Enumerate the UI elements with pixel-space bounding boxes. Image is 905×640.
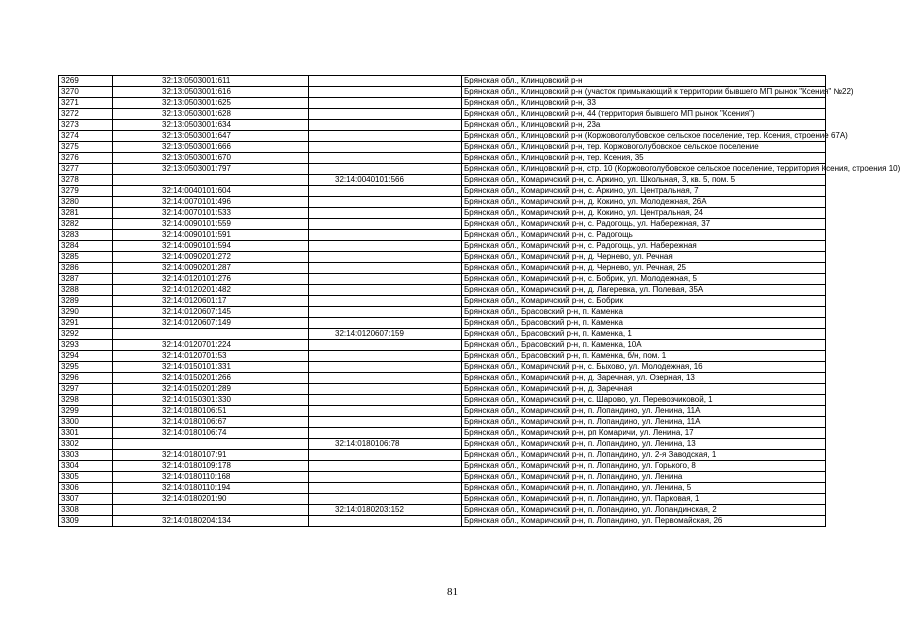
table-row	[59, 417, 826, 428]
address-cell: Брянская обл., Комаричский р-н, с. Радогощь, ул. Набережная	[462, 241, 826, 252]
land-plot-number-cell: 32:13:0503001:625	[113, 98, 309, 109]
row-number-cell: 3293	[59, 340, 113, 351]
building-number-cell	[309, 208, 462, 219]
building-number-cell	[309, 318, 462, 329]
address-cell: Брянская обл., Комаричский р-н, п. Лопандино, ул. Ленина, 13	[462, 439, 826, 450]
table-row	[59, 109, 826, 120]
row-number-cell: 3301	[59, 428, 113, 439]
building-number-cell	[309, 109, 462, 120]
row-number-cell: 3307	[59, 494, 113, 505]
address-cell: Брянская обл., Клинцовский р-н (участок примыкающий к территории бывшего МП рынок "Ксения" №22)	[462, 87, 826, 98]
land-plot-number-cell: 32:13:0503001:647	[113, 131, 309, 142]
building-number-cell	[309, 186, 462, 197]
land-plot-number-cell: 32:14:0120201:482	[113, 285, 309, 296]
table-row	[59, 219, 826, 230]
row-number-cell: 3277	[59, 164, 113, 175]
address-cell: Брянская обл., Комаричский р-н, п. Лопандино, ул. 2-я Заводская, 1	[462, 450, 826, 461]
building-number-cell: 32:14:0180203:152	[309, 505, 462, 516]
table-row	[59, 307, 826, 318]
table-row	[59, 395, 826, 406]
building-number-cell	[309, 516, 462, 527]
page-number: 81	[447, 586, 458, 598]
table-row	[59, 197, 826, 208]
address-cell: Брянская обл., Клинцовский р-н, 44 (территория бывшего МП рынок "Ксения")	[462, 109, 826, 120]
row-number-cell: 3273	[59, 120, 113, 131]
land-plot-number-cell: 32:14:0120607:145	[113, 307, 309, 318]
table-row	[59, 263, 826, 274]
land-plot-number-cell: 32:14:0070101:496	[113, 197, 309, 208]
building-number-cell	[309, 274, 462, 285]
address-cell: Брянская обл., Комаричский р-н, с. Радогощь, ул. Набережная, 37	[462, 219, 826, 230]
table-row	[59, 252, 826, 263]
building-number-cell: 32:14:0040101:566	[309, 175, 462, 186]
address-cell: Брянская обл., Комаричский р-н, с. Радогощь	[462, 230, 826, 241]
row-number-cell: 3279	[59, 186, 113, 197]
table-row	[59, 208, 826, 219]
table-row	[59, 483, 826, 494]
table-row	[59, 494, 826, 505]
address-cell: Брянская обл., Брасовский р-н, п. Каменка, 1	[462, 329, 826, 340]
building-number-cell	[309, 230, 462, 241]
land-plot-number-cell: 32:14:0180110:168	[113, 472, 309, 483]
address-cell: Брянская обл., Брасовский р-н, п. Каменка	[462, 307, 826, 318]
land-plot-number-cell: 32:14:0150101:331	[113, 362, 309, 373]
building-number-cell	[309, 87, 462, 98]
land-plot-number-cell: 32:13:0503001:634	[113, 120, 309, 131]
building-number-cell	[309, 131, 462, 142]
row-number-cell: 3280	[59, 197, 113, 208]
land-plot-number-cell: 32:14:0090101:559	[113, 219, 309, 230]
land-plot-number-cell: 32:13:0503001:666	[113, 142, 309, 153]
address-cell: Брянская обл., Комаричский р-н, п. Лопандино, ул. Ленина, 11А	[462, 406, 826, 417]
table-row	[59, 373, 826, 384]
building-number-cell	[309, 450, 462, 461]
address-cell: Брянская обл., Комаричский р-н, п. Лопандино, ул. Парковая, 1	[462, 494, 826, 505]
row-number-cell: 3309	[59, 516, 113, 527]
land-plot-number-cell: 32:14:0120607:149	[113, 318, 309, 329]
address-cell: Брянская обл., Комаричский р-н, п. Лопандино, ул. Ленина, 5	[462, 483, 826, 494]
address-cell: Брянская обл., Комаричский р-н, д. Черневo, ул. Речная	[462, 252, 826, 263]
address-cell: Брянская обл., Комаричский р-н, д. Кокино, ул. Молодежная, 26А	[462, 197, 826, 208]
row-number-cell: 3275	[59, 142, 113, 153]
row-number-cell: 3276	[59, 153, 113, 164]
table-row	[59, 516, 826, 527]
building-number-cell	[309, 120, 462, 131]
row-number-cell: 3296	[59, 373, 113, 384]
row-number-cell: 3283	[59, 230, 113, 241]
building-number-cell	[309, 153, 462, 164]
address-cell: Брянская обл., Комаричский р-н, с. Аркино, ул. Школьная, 3, кв. 5, пом. 5	[462, 175, 826, 186]
building-number-cell	[309, 164, 462, 175]
table-row	[59, 318, 826, 329]
address-cell: Брянская обл., Комаричский р-н, п. Лопандино, ул. Горького, 8	[462, 461, 826, 472]
land-plot-number-cell: 32:13:0503001:616	[113, 87, 309, 98]
building-number-cell	[309, 142, 462, 153]
land-plot-number-cell: 32:14:0070101:533	[113, 208, 309, 219]
table-row	[59, 450, 826, 461]
table-row	[59, 153, 826, 164]
row-number-cell: 3302	[59, 439, 113, 450]
land-plot-number-cell: 32:13:0503001:611	[113, 76, 309, 87]
row-number-cell: 3292	[59, 329, 113, 340]
building-number-cell	[309, 285, 462, 296]
row-number-cell: 3291	[59, 318, 113, 329]
row-number-cell: 3271	[59, 98, 113, 109]
address-cell: Брянская обл., Клинцовский р-н, тер. Коржовоголубовское сельское поселение	[462, 142, 826, 153]
address-cell: Брянская обл., Клинцовский р-н (Коржовоголубовское сельское поселение, тер. Ксения, строение 67А)	[462, 131, 826, 142]
address-cell: Брянская обл., Клинцовский р-н, 23а	[462, 120, 826, 131]
building-number-cell	[309, 483, 462, 494]
building-number-cell	[309, 296, 462, 307]
row-number-cell: 3303	[59, 450, 113, 461]
table-row	[59, 274, 826, 285]
land-plot-number-cell	[113, 329, 309, 340]
table-row	[59, 406, 826, 417]
row-number-cell: 3288	[59, 285, 113, 296]
row-number-cell: 3304	[59, 461, 113, 472]
land-plot-number-cell: 32:14:0150201:266	[113, 373, 309, 384]
land-plot-number-cell	[113, 439, 309, 450]
table-row	[59, 472, 826, 483]
land-plot-number-cell: 32:14:0120701:53	[113, 351, 309, 362]
table-row	[59, 362, 826, 373]
row-number-cell: 3294	[59, 351, 113, 362]
address-cell: Брянская обл., Клинцовский р-н, тер. Ксения, 35	[462, 153, 826, 164]
building-number-cell	[309, 197, 462, 208]
table-row	[59, 241, 826, 252]
building-number-cell	[309, 461, 462, 472]
building-number-cell	[309, 395, 462, 406]
table-row	[59, 76, 826, 87]
address-cell: Брянская обл., Комаричский р-н, д. Лагеревка, ул. Полевая, 35А	[462, 285, 826, 296]
row-number-cell: 3272	[59, 109, 113, 120]
land-plot-number-cell: 32:13:0503001:797	[113, 164, 309, 175]
address-cell: Брянская обл., Комаричский р-н, д. Черневo, ул. Речная, 25	[462, 263, 826, 274]
row-number-cell: 3281	[59, 208, 113, 219]
building-number-cell	[309, 98, 462, 109]
building-number-cell	[309, 384, 462, 395]
row-number-cell: 3306	[59, 483, 113, 494]
address-cell: Брянская обл., Комаричский р-н, с. Бобрик, ул. Молодежная, 5	[462, 274, 826, 285]
address-cell: Брянская обл., Комаричский р-н, с. Бобрик	[462, 296, 826, 307]
address-cell: Брянская обл., Брасовский р-н, п. Каменка, 10А	[462, 340, 826, 351]
land-plot-number-cell: 32:14:0150201:289	[113, 384, 309, 395]
address-cell: Брянская обл., Комаричский р-н, с. Шарово, ул. Перевозчиковой, 1	[462, 395, 826, 406]
land-plot-number-cell: 32:14:0180107:91	[113, 450, 309, 461]
address-cell: Брянская обл., Клинцовский р-н, 33	[462, 98, 826, 109]
table-row	[59, 98, 826, 109]
address-cell: Брянская обл., Комаричский р-н, п. Лопандино, ул. Первомайская, 26	[462, 516, 826, 527]
table-row	[59, 164, 826, 175]
table-body	[59, 76, 901, 527]
building-number-cell: 32:14:0120607:159	[309, 329, 462, 340]
row-number-cell: 3274	[59, 131, 113, 142]
table-row	[59, 186, 826, 197]
building-number-cell	[309, 351, 462, 362]
building-number-cell	[309, 307, 462, 318]
land-plot-number-cell: 32:14:0040101:604	[113, 186, 309, 197]
table-row	[59, 384, 826, 395]
address-cell: Брянская обл., Комаричский р-н, д. Кокино, ул. Центральная, 24	[462, 208, 826, 219]
address-cell: Брянская обл., Клинцовский р-н, стр. 10 (Коржовоголубовское сельское поселение, территория Ксения, строения 10)	[462, 164, 826, 175]
table-row	[59, 230, 826, 241]
land-plot-number-cell: 32:14:0120601:17	[113, 296, 309, 307]
table-row	[59, 131, 826, 142]
land-plot-number-cell: 32:14:0090101:594	[113, 241, 309, 252]
land-plot-number-cell: 32:14:0180109:178	[113, 461, 309, 472]
row-number-cell: 3298	[59, 395, 113, 406]
cadastral-table	[58, 75, 901, 527]
building-number-cell	[309, 340, 462, 351]
table-row	[59, 340, 826, 351]
row-number-cell: 3300	[59, 417, 113, 428]
address-cell: Брянская обл., Брасовский р-н, п. Каменка	[462, 318, 826, 329]
row-number-cell: 3299	[59, 406, 113, 417]
address-cell: Брянская обл., Клинцовский р-н	[462, 76, 826, 87]
land-plot-number-cell	[113, 505, 309, 516]
row-number-cell: 3278	[59, 175, 113, 186]
address-cell: Брянская обл., Комаричский р-н, п. Лопандино, ул. Лопандинская, 2	[462, 505, 826, 516]
building-number-cell: 32:14:0180106:78	[309, 439, 462, 450]
table-row	[59, 461, 826, 472]
land-plot-number-cell: 32:14:0180106:74	[113, 428, 309, 439]
land-plot-number-cell: 32:13:0503001:628	[113, 109, 309, 120]
building-number-cell	[309, 241, 462, 252]
address-cell: Брянская обл., Комаричский р-н, п. Лопандино, ул. Ленина	[462, 472, 826, 483]
table-row	[59, 428, 826, 439]
table-row	[59, 351, 826, 362]
land-plot-number-cell: 32:14:0180106:67	[113, 417, 309, 428]
land-plot-number-cell: 32:14:0180204:134	[113, 516, 309, 527]
row-number-cell: 3308	[59, 505, 113, 516]
building-number-cell	[309, 472, 462, 483]
building-number-cell	[309, 428, 462, 439]
table-row	[59, 285, 826, 296]
row-number-cell: 3284	[59, 241, 113, 252]
row-number-cell: 3295	[59, 362, 113, 373]
table-row	[59, 120, 826, 131]
land-plot-number-cell: 32:14:0180201:90	[113, 494, 309, 505]
table-row	[59, 142, 826, 153]
row-number-cell: 3286	[59, 263, 113, 274]
row-number-cell: 3285	[59, 252, 113, 263]
row-number-cell: 3289	[59, 296, 113, 307]
address-cell: Брянская обл., Комаричский р-н, с. Аркино, ул. Центральная, 7	[462, 186, 826, 197]
address-cell: Брянская обл., Комаричский р-н, д. Заречная, ул. Озерная, 13	[462, 373, 826, 384]
table-row	[59, 296, 826, 307]
address-cell: Брянская обл., Брасовский р-н, п. Каменка, б/н, пом. 1	[462, 351, 826, 362]
building-number-cell	[309, 417, 462, 428]
building-number-cell	[309, 362, 462, 373]
building-number-cell	[309, 263, 462, 274]
land-plot-number-cell: 32:14:0120101:276	[113, 274, 309, 285]
building-number-cell	[309, 494, 462, 505]
address-cell: Брянская обл., Комаричский р-н, рп Комаричи, ул. Ленина, 17	[462, 428, 826, 439]
row-number-cell: 3269	[59, 76, 113, 87]
address-cell: Брянская обл., Комаричский р-н, с. Быхово, ул. Молодежная, 16	[462, 362, 826, 373]
land-plot-number-cell: 32:14:0180110:194	[113, 483, 309, 494]
row-number-cell: 3297	[59, 384, 113, 395]
land-plot-number-cell: 32:14:0090201:272	[113, 252, 309, 263]
table-row	[59, 505, 826, 516]
land-plot-number-cell: 32:14:0180106:51	[113, 406, 309, 417]
row-number-cell: 3305	[59, 472, 113, 483]
building-number-cell	[309, 373, 462, 384]
row-number-cell: 3282	[59, 219, 113, 230]
table-row	[59, 439, 826, 450]
table-row	[59, 175, 826, 186]
building-number-cell	[309, 76, 462, 87]
table-row	[59, 329, 826, 340]
land-plot-number-cell: 32:13:0503001:670	[113, 153, 309, 164]
address-cell: Брянская обл., Комаричский р-н, п. Лопандино, ул. Ленина, 11А	[462, 417, 826, 428]
row-number-cell: 3270	[59, 87, 113, 98]
building-number-cell	[309, 252, 462, 263]
building-number-cell	[309, 219, 462, 230]
table-row	[59, 87, 826, 98]
land-plot-number-cell	[113, 175, 309, 186]
row-number-cell: 3287	[59, 274, 113, 285]
address-cell: Брянская обл., Комаричский р-н, д. Заречная	[462, 384, 826, 395]
row-number-cell: 3290	[59, 307, 113, 318]
building-number-cell	[309, 406, 462, 417]
land-plot-number-cell: 32:14:0120701:224	[113, 340, 309, 351]
land-plot-number-cell: 32:14:0150301:330	[113, 395, 309, 406]
land-plot-number-cell: 32:14:0090201:287	[113, 263, 309, 274]
land-plot-number-cell: 32:14:0090101:591	[113, 230, 309, 241]
